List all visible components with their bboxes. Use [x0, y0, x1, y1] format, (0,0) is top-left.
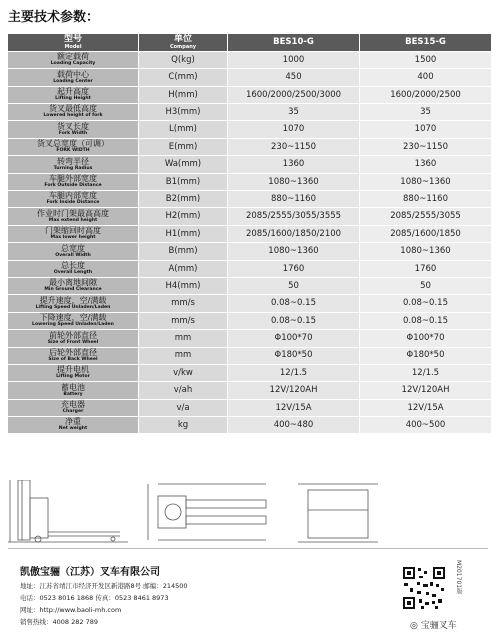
param-label	[8, 277, 139, 294]
param-label	[8, 243, 139, 260]
param-unit: v/ah	[139, 382, 228, 399]
table-row	[8, 417, 491, 434]
param-value-model-1: 0.08~0.15	[228, 295, 360, 312]
param-value-model-1: 1000	[228, 51, 360, 68]
param-value-model-2: Φ180*50	[360, 347, 492, 364]
param-unit: kg	[139, 417, 228, 434]
param-unit: mm	[139, 330, 228, 347]
param-value-model-2: 35	[360, 104, 492, 121]
param-value-model-1: 2085/1600/1850/2100	[228, 225, 360, 242]
phone: 电话：0523 8016 1868 传真：0523 8461 8973	[20, 594, 169, 602]
param-label-en: Max lower height	[50, 235, 96, 241]
param-label-cn: 作业时门架最高高度	[37, 208, 109, 218]
table-row	[8, 191, 491, 208]
param-label	[8, 191, 139, 208]
table-row	[8, 51, 491, 68]
param-label-en: Fork Inside Distance	[46, 200, 100, 206]
param-label-cn: 货叉长度	[57, 121, 89, 131]
param-value-model-2: 1080~1360	[360, 173, 492, 190]
param-unit: C(mm)	[139, 69, 228, 86]
param-value-model-1: 50	[228, 277, 360, 294]
param-value-model-2: 0.08~0.15	[360, 295, 492, 312]
param-label-en: Fork Outside Distance	[44, 183, 102, 189]
param-value-model-2: Φ100*70	[360, 330, 492, 347]
param-value-model-1: Φ180*50	[228, 347, 360, 364]
param-label	[8, 138, 139, 155]
param-label-en: Charger	[62, 409, 84, 415]
page-title: 主要技术参数：	[8, 10, 100, 25]
header-model-1: BES10-G	[228, 34, 360, 51]
param-unit: mm	[139, 347, 228, 364]
param-label-cn: 下降速度，空/满载	[39, 313, 107, 323]
param-label-en: Turning Radius	[53, 165, 93, 171]
param-unit: E(mm)	[139, 138, 228, 155]
param-label-en: Battery	[63, 391, 83, 397]
param-unit: H3(mm)	[139, 104, 228, 121]
table-row	[8, 156, 491, 173]
param-unit: mm/s	[139, 295, 228, 312]
param-label	[8, 399, 139, 416]
param-label	[8, 382, 139, 399]
param-label-cn: 净重	[65, 417, 81, 427]
param-label-en: Loading Center	[53, 78, 93, 84]
param-label	[8, 417, 139, 434]
param-value-model-2: 2085/1600/1850	[360, 225, 492, 242]
website: 网址：http://www.baoli-mh.com	[20, 606, 122, 614]
param-label-cn: 后轮外部直径	[49, 347, 97, 357]
param-value-model-1: 35	[228, 104, 360, 121]
param-label	[8, 330, 139, 347]
param-value-model-2: 0.08~0.15	[360, 312, 492, 329]
param-unit: B1(mm)	[139, 173, 228, 190]
param-label	[8, 104, 139, 121]
param-label-en: Lifting Height	[55, 96, 91, 102]
watermark-text: 宝骊叉车	[420, 621, 457, 631]
address: 地址：江苏省靖江市经济开发区新港路8号 邮编：214500	[20, 582, 188, 590]
param-label-cn: 货叉总宽度（可调）	[37, 139, 109, 149]
param-label-cn: 额定载荷	[57, 52, 89, 62]
param-value-model-1: 12V/120AH	[228, 382, 360, 399]
table-row	[8, 208, 491, 225]
table-row	[8, 347, 491, 364]
table-row	[8, 277, 491, 294]
param-label-en: Max extend height	[48, 217, 98, 223]
param-label-cn: 货叉最低高度	[49, 104, 97, 114]
param-value-model-2: 1500	[360, 51, 492, 68]
hotline: 销售热线：4008 282 789	[20, 618, 98, 626]
param-label-en: Lowered height of fork	[43, 113, 103, 119]
param-label	[8, 51, 139, 68]
param-unit: v/a	[139, 399, 228, 416]
header-unit-en: Company	[169, 43, 197, 50]
param-label-en: Net weight	[58, 426, 88, 432]
param-label-en: Lifting Motor	[56, 374, 90, 380]
table-row	[8, 225, 491, 242]
version-label: M201701版	[455, 560, 462, 595]
param-value-model-2: 50	[360, 277, 492, 294]
param-value-model-1: 1080~1360	[228, 243, 360, 260]
header-model-en: Model	[64, 43, 82, 50]
param-value-model-1: 1080~1360	[228, 173, 360, 190]
param-unit: H2(mm)	[139, 208, 228, 225]
param-unit: Wa(mm)	[139, 156, 228, 173]
param-value-model-2: 400~500	[360, 417, 492, 434]
param-value-model-2: 1600/2000/2500	[360, 86, 492, 103]
param-value-model-2: 1760	[360, 260, 492, 277]
param-label-cn: 蓄电池	[61, 382, 85, 392]
table-row	[8, 364, 491, 381]
param-value-model-2: 12V/15A	[360, 399, 492, 416]
param-value-model-2: 1070	[360, 121, 492, 138]
table-row	[8, 121, 491, 138]
param-unit: B2(mm)	[139, 191, 228, 208]
param-label-cn: 门架缩回时高度	[45, 226, 101, 236]
param-value-model-1: 1600/2000/2500/3000	[228, 86, 360, 103]
param-label-en: Overall Length	[53, 269, 93, 275]
param-label-cn: 车腿内部宽度	[49, 191, 97, 201]
param-value-model-1: 880~1160	[228, 191, 360, 208]
param-label	[8, 121, 139, 138]
param-label-cn: 提升电机	[57, 365, 89, 375]
param-unit: H1(mm)	[139, 225, 228, 242]
param-label	[8, 347, 139, 364]
param-label-cn: 总长度	[61, 260, 85, 270]
param-label-en: Lifting Speed Unladen/Laden	[35, 304, 111, 310]
param-value-model-2: 880~1160	[360, 191, 492, 208]
param-label	[8, 86, 139, 103]
param-label-en: Overall Width	[55, 252, 91, 258]
header-model	[8, 34, 139, 51]
param-unit: A(mm)	[139, 260, 228, 277]
param-label-en: Fork Width	[58, 130, 88, 136]
param-label	[8, 69, 139, 86]
table-row	[8, 312, 491, 329]
table-row	[8, 399, 491, 416]
spec-rows	[8, 51, 491, 434]
param-value-model-1: 1070	[228, 121, 360, 138]
param-label-cn: 车腿外部宽度	[49, 174, 97, 184]
param-value-model-1: Φ100*70	[228, 330, 360, 347]
param-unit: B(mm)	[139, 243, 228, 260]
company-name: 凯傲宝骊（江苏）叉车有限公司	[20, 567, 160, 578]
param-label-cn: 充电器	[61, 400, 85, 410]
param-value-model-1: 12/1.5	[228, 364, 360, 381]
param-label-en: Size of Front Wheel	[47, 339, 99, 345]
param-label	[8, 225, 139, 242]
param-label	[8, 312, 139, 329]
param-label	[8, 260, 139, 277]
param-label-en: FORK WIDTH	[56, 148, 90, 154]
header-unit-cn: 单位	[173, 33, 192, 44]
param-unit: H4(mm)	[139, 277, 228, 294]
param-value-model-2: 1080~1360	[360, 243, 492, 260]
table-row	[8, 330, 491, 347]
param-label-cn: 提升速度，空/满载	[39, 295, 107, 305]
param-label-cn: 前轮外部直径	[49, 330, 97, 340]
table-row	[8, 260, 491, 277]
param-value-model-2: 400	[360, 69, 492, 86]
param-label	[8, 295, 139, 312]
spec-table	[8, 34, 491, 434]
param-unit: v/kw	[139, 364, 228, 381]
table-row	[8, 173, 491, 190]
truck-dimension-drawings	[8, 480, 488, 544]
truck-drawings	[8, 480, 488, 544]
param-label-cn: 最小离地间隙	[49, 278, 97, 288]
param-value-model-1: 0.08~0.15	[228, 312, 360, 329]
param-label-cn: 转弯半径	[57, 156, 89, 166]
header-unit	[139, 34, 228, 51]
param-value-model-1: 12V/15A	[228, 399, 360, 416]
param-label	[8, 208, 139, 225]
table-row	[8, 382, 491, 399]
param-value-model-2: 1360	[360, 156, 492, 173]
table-row	[8, 104, 491, 121]
watermark	[410, 618, 457, 631]
param-label	[8, 173, 139, 190]
table-row	[8, 138, 491, 155]
param-value-model-1: 230~1150	[228, 138, 360, 155]
param-unit: mm/s	[139, 312, 228, 329]
header-model-cn: 型号	[63, 33, 82, 44]
param-unit: H(mm)	[139, 86, 228, 103]
param-value-model-1: 450	[228, 69, 360, 86]
wechat-icon: ◎	[410, 621, 418, 631]
param-unit: Q(kg)	[139, 51, 228, 68]
table-row	[8, 69, 491, 86]
param-value-model-1: 400~480	[228, 417, 360, 434]
param-label	[8, 364, 139, 381]
param-label-en: Size of Back Wheel	[48, 356, 98, 362]
param-value-model-2: 2085/2555/3055	[360, 208, 492, 225]
param-value-model-1: 2085/2555/3055/3555	[228, 208, 360, 225]
table-header-row	[8, 34, 491, 51]
table-row	[8, 295, 491, 312]
param-unit: L(mm)	[139, 121, 228, 138]
param-label-cn: 总宽度	[61, 243, 85, 253]
param-label-en: Lowering Speed Unladen/Laden	[32, 322, 114, 328]
param-label-en: Min Ground Clearance	[44, 287, 102, 293]
param-label-en: Loading Capacity	[50, 61, 96, 67]
param-value-model-1: 1760	[228, 260, 360, 277]
table-row	[8, 86, 491, 103]
header-model-2: BES15-G	[360, 34, 492, 51]
param-label	[8, 156, 139, 173]
table-row	[8, 243, 491, 260]
param-value-model-1: 1360	[228, 156, 360, 173]
param-value-model-2: 12/1.5	[360, 364, 492, 381]
param-value-model-2: 230~1150	[360, 138, 492, 155]
param-label-cn: 载荷中心	[57, 69, 89, 79]
param-label-cn: 起升高度	[57, 87, 89, 97]
param-value-model-2: 12V/120AH	[360, 382, 492, 399]
footer-divider	[8, 548, 488, 549]
qr-code	[402, 566, 446, 610]
